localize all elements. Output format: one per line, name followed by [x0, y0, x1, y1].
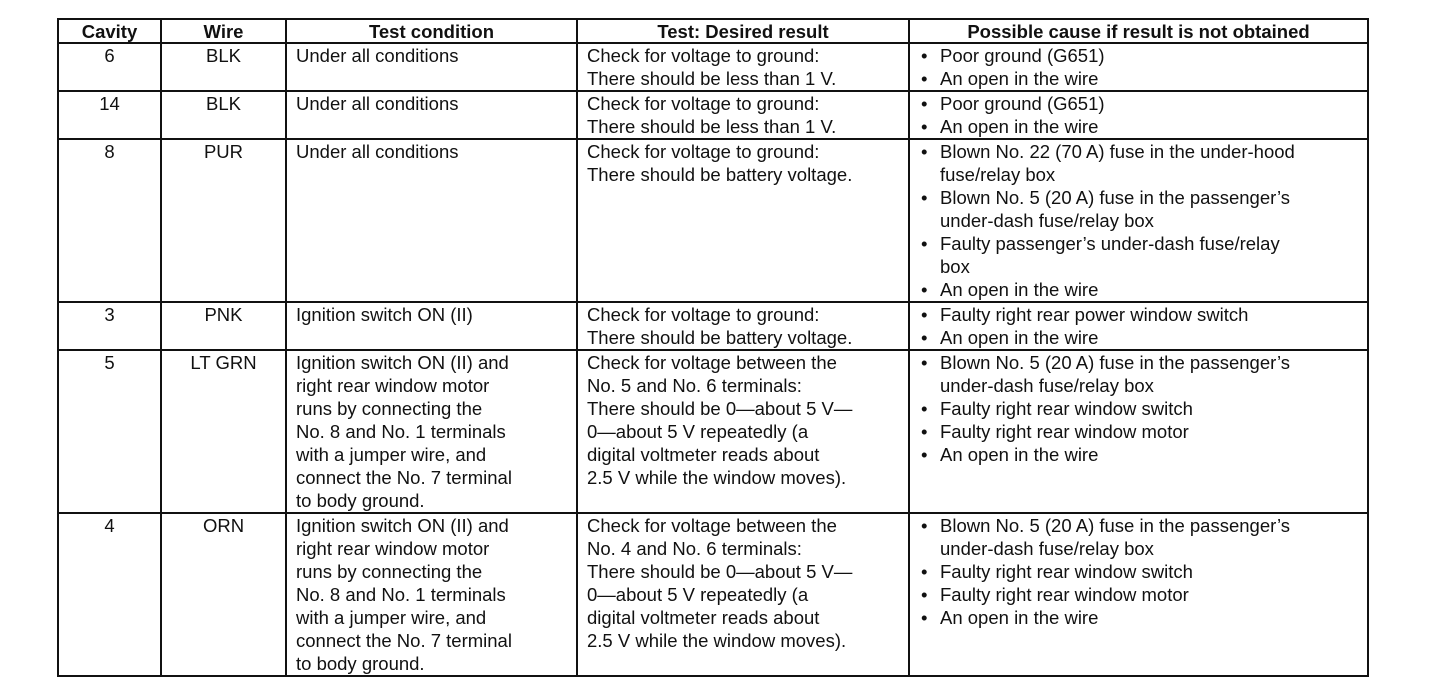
terminal-test-table [57, 18, 1369, 677]
result-line: digital voltmeter reads about [587, 444, 820, 465]
cause-item [918, 44, 1363, 67]
result-line: There should be 0—about 5 V— [587, 561, 853, 582]
cause-line: • An open in the wire [940, 327, 1099, 348]
cause-list [918, 351, 1363, 466]
condition-line: Ignition switch ON (II) and [296, 352, 509, 373]
result-line: digital voltmeter reads about [587, 607, 820, 628]
cause-item [918, 303, 1363, 326]
cause-item [918, 514, 1363, 560]
cause-line: • Faulty right rear power window switch [940, 304, 1249, 325]
cause-line: under-dash fuse/relay box [940, 538, 1154, 559]
result-line: Check for voltage between the [587, 515, 837, 536]
cause-list [918, 92, 1363, 138]
test-condition-cell [286, 91, 577, 139]
desired-result-cell [577, 302, 909, 350]
table-row [58, 91, 1368, 139]
cause-line: box [940, 256, 970, 277]
header-possible-cause: Possible cause if result is not obtained [909, 19, 1368, 43]
cause-list [918, 44, 1363, 90]
cavity-cell: 14 [58, 91, 161, 139]
cause-line: • Blown No. 5 (20 A) fuse in the passenger’s [940, 352, 1290, 373]
cause-item [918, 278, 1363, 301]
condition-line: Under all conditions [296, 93, 459, 114]
cause-item [918, 326, 1363, 349]
condition-line: connect the No. 7 terminal [296, 630, 512, 651]
possible-cause-cell [909, 302, 1368, 350]
test-table-container [57, 18, 1367, 677]
cause-item [918, 186, 1363, 232]
cause-list [918, 514, 1363, 629]
result-line: Check for voltage to ground: [587, 45, 820, 66]
result-line: No. 4 and No. 6 terminals: [587, 538, 802, 559]
condition-line: Under all conditions [296, 45, 459, 66]
cause-line: • Poor ground (G651) [940, 45, 1105, 66]
cause-item [918, 420, 1363, 443]
wire-cell: BLK [161, 43, 286, 91]
condition-line: right rear window motor [296, 375, 490, 396]
condition-line: No. 8 and No. 1 terminals [296, 421, 506, 442]
condition-line: runs by connecting the [296, 561, 483, 582]
cause-line: • An open in the wire [940, 68, 1099, 89]
possible-cause-cell [909, 350, 1368, 513]
result-line: There should be less than 1 V. [587, 68, 837, 89]
cause-line: • An open in the wire [940, 444, 1099, 465]
cavity-cell: 3 [58, 302, 161, 350]
cause-line: • Faulty right rear window switch [940, 561, 1193, 582]
cause-line: • Blown No. 22 (70 A) fuse in the under-hood [940, 141, 1295, 162]
cause-line: under-dash fuse/relay box [940, 375, 1154, 396]
cavity-cell: 4 [58, 513, 161, 676]
result-line: Check for voltage to ground: [587, 304, 820, 325]
desired-result-cell [577, 139, 909, 302]
cause-line: • An open in the wire [940, 279, 1099, 300]
condition-line: with a jumper wire, and [296, 444, 487, 465]
test-condition-cell [286, 43, 577, 91]
test-condition-cell [286, 139, 577, 302]
test-condition-cell [286, 513, 577, 676]
result-line: Check for voltage between the [587, 352, 837, 373]
result-line: 2.5 V while the window moves). [587, 467, 847, 488]
result-line: Check for voltage to ground: [587, 93, 820, 114]
desired-result-cell [577, 350, 909, 513]
cause-item [918, 232, 1363, 278]
result-line: There should be battery voltage. [587, 327, 853, 348]
condition-line: Ignition switch ON (II) [296, 304, 473, 325]
possible-cause-cell [909, 139, 1368, 302]
condition-line: to body ground. [296, 490, 425, 511]
desired-result-cell [577, 91, 909, 139]
result-line: There should be battery voltage. [587, 164, 853, 185]
result-line: There should be less than 1 V. [587, 116, 837, 137]
header-desired-result: Test: Desired result [577, 19, 909, 43]
cause-line: • Blown No. 5 (20 A) fuse in the passenger’s [940, 515, 1290, 536]
header-wire: Wire [161, 19, 286, 43]
cause-line: • Faulty right rear window switch [940, 398, 1193, 419]
cause-line: • Faulty right rear window motor [940, 421, 1189, 442]
cause-item [918, 92, 1363, 115]
condition-line: runs by connecting the [296, 398, 483, 419]
table-row [58, 350, 1368, 513]
cavity-cell: 5 [58, 350, 161, 513]
desired-result-cell [577, 43, 909, 91]
cause-line: • Faulty passenger’s under-dash fuse/relay [940, 233, 1280, 254]
result-line: 0—about 5 V repeatedly (a [587, 421, 809, 442]
cavity-cell: 8 [58, 139, 161, 302]
result-line: There should be 0—about 5 V— [587, 398, 853, 419]
cavity-cell: 6 [58, 43, 161, 91]
condition-line: to body ground. [296, 653, 425, 674]
table-row [58, 139, 1368, 302]
possible-cause-cell [909, 513, 1368, 676]
cause-line: • Poor ground (G651) [940, 93, 1105, 114]
cause-line: • An open in the wire [940, 607, 1099, 628]
table-row [58, 43, 1368, 91]
wire-cell: ORN [161, 513, 286, 676]
header-cavity: Cavity [58, 19, 161, 43]
result-line: No. 5 and No. 6 terminals: [587, 375, 802, 396]
wire-cell: LT GRN [161, 350, 286, 513]
wire-cell: BLK [161, 91, 286, 139]
cause-line: • Faulty right rear window motor [940, 584, 1189, 605]
desired-result-cell [577, 513, 909, 676]
cause-item [918, 67, 1363, 90]
result-line: 0—about 5 V repeatedly (a [587, 584, 809, 605]
cause-item [918, 560, 1363, 583]
table-row [58, 302, 1368, 350]
possible-cause-cell [909, 91, 1368, 139]
cause-list [918, 303, 1363, 349]
cause-item [918, 443, 1363, 466]
wire-cell: PUR [161, 139, 286, 302]
cause-item [918, 115, 1363, 138]
wire-cell: PNK [161, 302, 286, 350]
cause-item [918, 606, 1363, 629]
table-body [58, 43, 1368, 676]
header-row [58, 19, 1368, 43]
cause-line: fuse/relay box [940, 164, 1056, 185]
cause-item [918, 397, 1363, 420]
condition-line: Ignition switch ON (II) and [296, 515, 509, 536]
result-line: 2.5 V while the window moves). [587, 630, 847, 651]
cause-item [918, 140, 1363, 186]
condition-line: connect the No. 7 terminal [296, 467, 512, 488]
condition-line: No. 8 and No. 1 terminals [296, 584, 506, 605]
condition-line: with a jumper wire, and [296, 607, 487, 628]
cause-item [918, 351, 1363, 397]
condition-line: right rear window motor [296, 538, 490, 559]
cause-item [918, 583, 1363, 606]
cause-line: • Blown No. 5 (20 A) fuse in the passenger’s [940, 187, 1290, 208]
cause-line: under-dash fuse/relay box [940, 210, 1154, 231]
table-row [58, 513, 1368, 676]
test-condition-cell [286, 302, 577, 350]
cause-line: • An open in the wire [940, 116, 1099, 137]
condition-line: Under all conditions [296, 141, 459, 162]
cause-list [918, 140, 1363, 301]
test-condition-cell [286, 350, 577, 513]
possible-cause-cell [909, 43, 1368, 91]
header-test-condition: Test condition [286, 19, 577, 43]
result-line: Check for voltage to ground: [587, 141, 820, 162]
